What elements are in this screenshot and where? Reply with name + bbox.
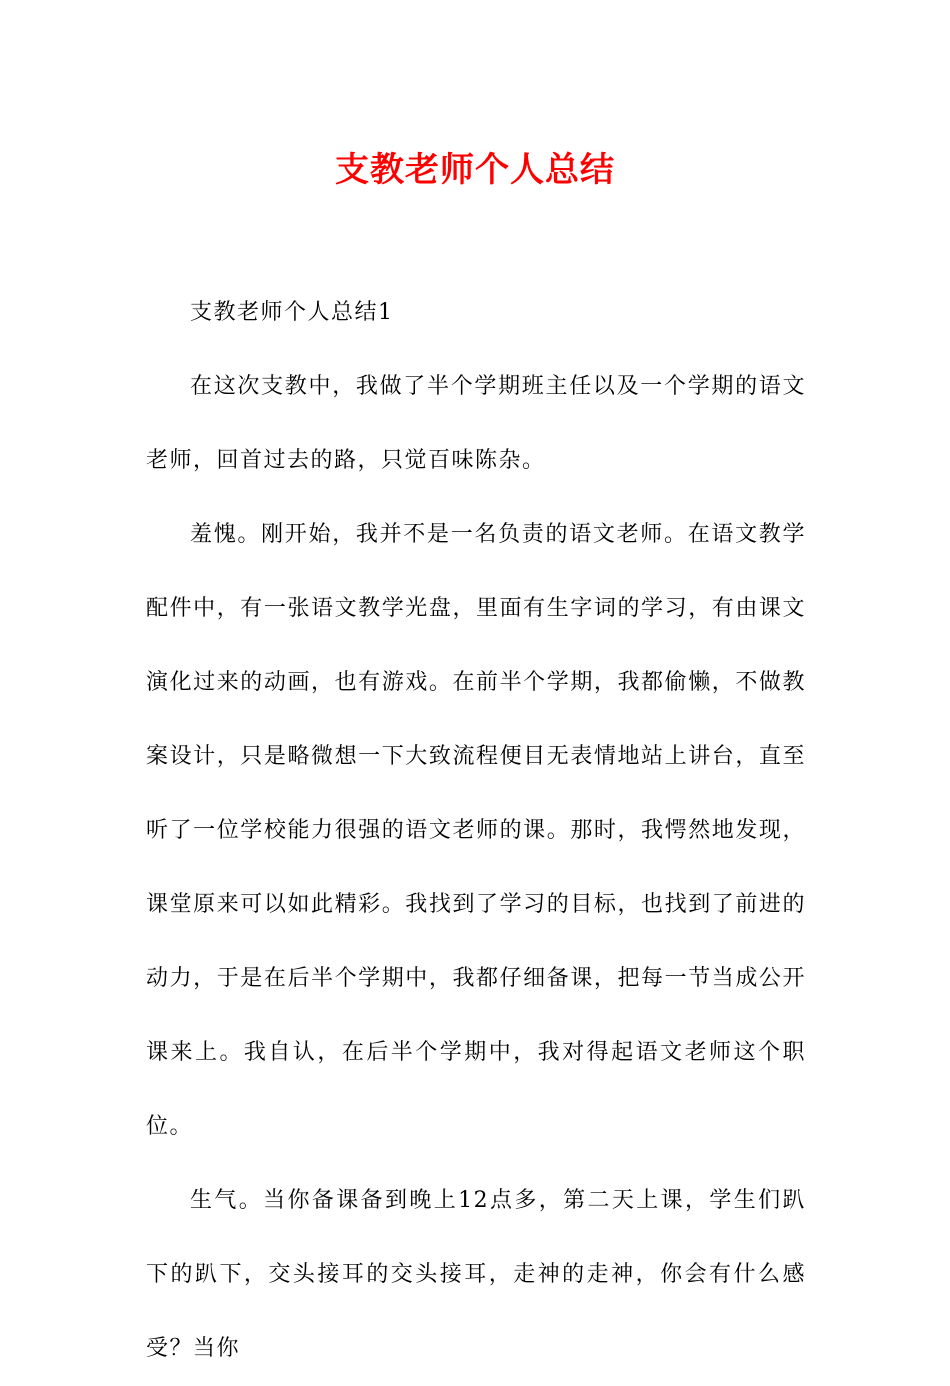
document-body [146,276,806,1386]
paragraph: 生气。当你备课备到晚上12点多，第二天上课，学生们趴下的趴下，交头接耳的交头接耳，走神的走神，你会有什么感受？当你 [146,1188,806,1361]
paragraph-heading: 支教老师个人总结1 [190,300,394,325]
document-title: 支教老师个人总结 [335,150,615,190]
paragraph: 羞愧。刚开始，我并不是一名负责的语文老师。在语文教学配件中，有一张语文教学光盘，里面有生字词的学习，有由课文演化过来的动画，也有游戏。在前半个学期，我都偷懒，不做教案设计，只是略微想一下大致流程便目无表情地站上讲台，直至听了一位学校能力很强的语文老师的课。那时，我愕然地发现，课堂原来可以如此精彩。我找到了学习的目标，也找到了前进的动力，于是在后半个学期中，我都仔细备课，把每一节当成公开课来上。我自认，在后半个学期中，我对得起语文老师这个职位。 [146,522,806,1139]
paragraph: 在这次支教中，我做了半个学期班主任以及一个学期的语文老师，回首过去的路，只觉百味陈杂。 [146,374,806,473]
